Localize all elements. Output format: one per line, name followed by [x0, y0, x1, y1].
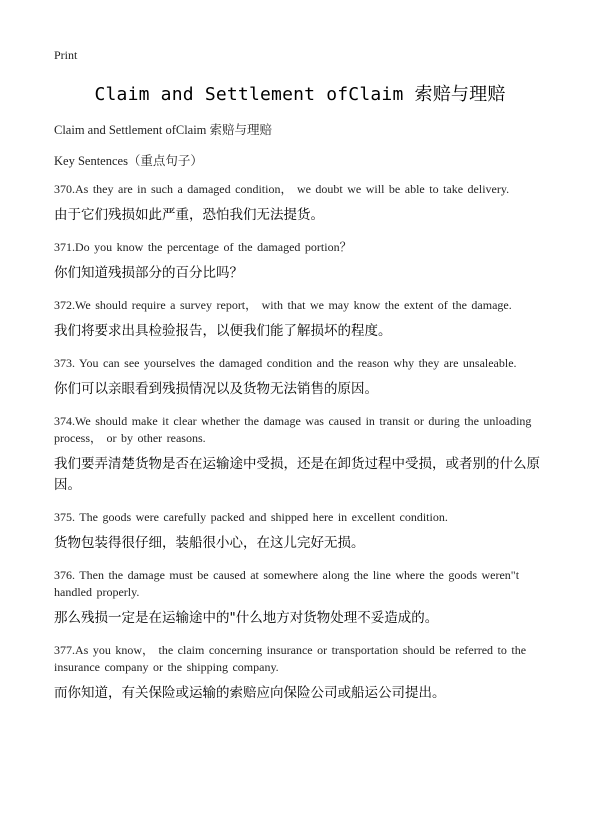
english-sentence: 371.Do you know the percentage of the damaged portion？ — [54, 240, 352, 254]
english-sentence: 374.We should make it clear whether the damage was caused in transit or during the unloading process， or by other reasons. — [54, 414, 532, 445]
sentence-list — [54, 181, 548, 704]
english-sentence: 370.As they are in such a damaged condition， we doubt we will be able to take delivery. — [54, 182, 510, 196]
english-sentence: 377.As you know， the claim concerning insurance or transportation should be referred to the insurance company or the shipping company. — [54, 643, 527, 674]
english-sentence: 375. The goods were carefully packed and shipped here in excellent condition. — [54, 510, 448, 524]
english-sentence: 372.We should require a survey report， with that we may know the extent of the damage. — [54, 298, 512, 312]
sentence-entry — [54, 355, 548, 400]
sentence-entry — [54, 181, 548, 226]
print-label: Print — [54, 48, 78, 62]
chinese-translation: 你们知道残损部分的百分比吗？ — [54, 265, 243, 281]
sentence-entry — [54, 567, 548, 629]
chinese-translation: 那么残损一定是在运输途中的"什么地方对货物处理不妥造成的。 — [54, 610, 439, 626]
chinese-translation: 我们要弄清楚货物是否在运输途中受损，还是在卸货过程中受损，或者别的什么原因。 — [54, 456, 540, 493]
chinese-translation: 而你知道，有关保险或运输的索赔应向保险公司或船运公司提出。 — [54, 685, 446, 701]
sentence-entry — [54, 297, 548, 342]
document-subtitle: Claim and Settlement ofClaim 索赔与理赔 — [54, 123, 273, 137]
chinese-translation: 你们可以亲眼看到残损情况以及货物无法销售的原因。 — [54, 381, 378, 397]
chinese-translation: 货物包装得很仔细，装船很小心，在这儿完好无损。 — [54, 535, 365, 551]
document-title: Claim and Settlement ofClaim 索赔与理赔 — [94, 84, 506, 105]
section-heading: Key Sentences（重点句子） — [54, 154, 203, 168]
english-sentence: 373. You can see yourselves the damaged condition and the reason why they are unsaleable. — [54, 356, 517, 370]
sentence-entry — [54, 642, 548, 704]
sentence-entry — [54, 239, 548, 284]
chinese-translation: 我们将要求出具检验报告，以便我们能了解损坏的程度。 — [54, 323, 392, 339]
sentence-entry — [54, 413, 548, 496]
chinese-translation: 由于它们残损如此严重，恐怕我们无法提货。 — [54, 207, 324, 223]
sentence-entry — [54, 509, 548, 554]
english-sentence: 376. Then the damage must be caused at somewhere along the line where the goods weren"t handled properly. — [54, 568, 520, 599]
